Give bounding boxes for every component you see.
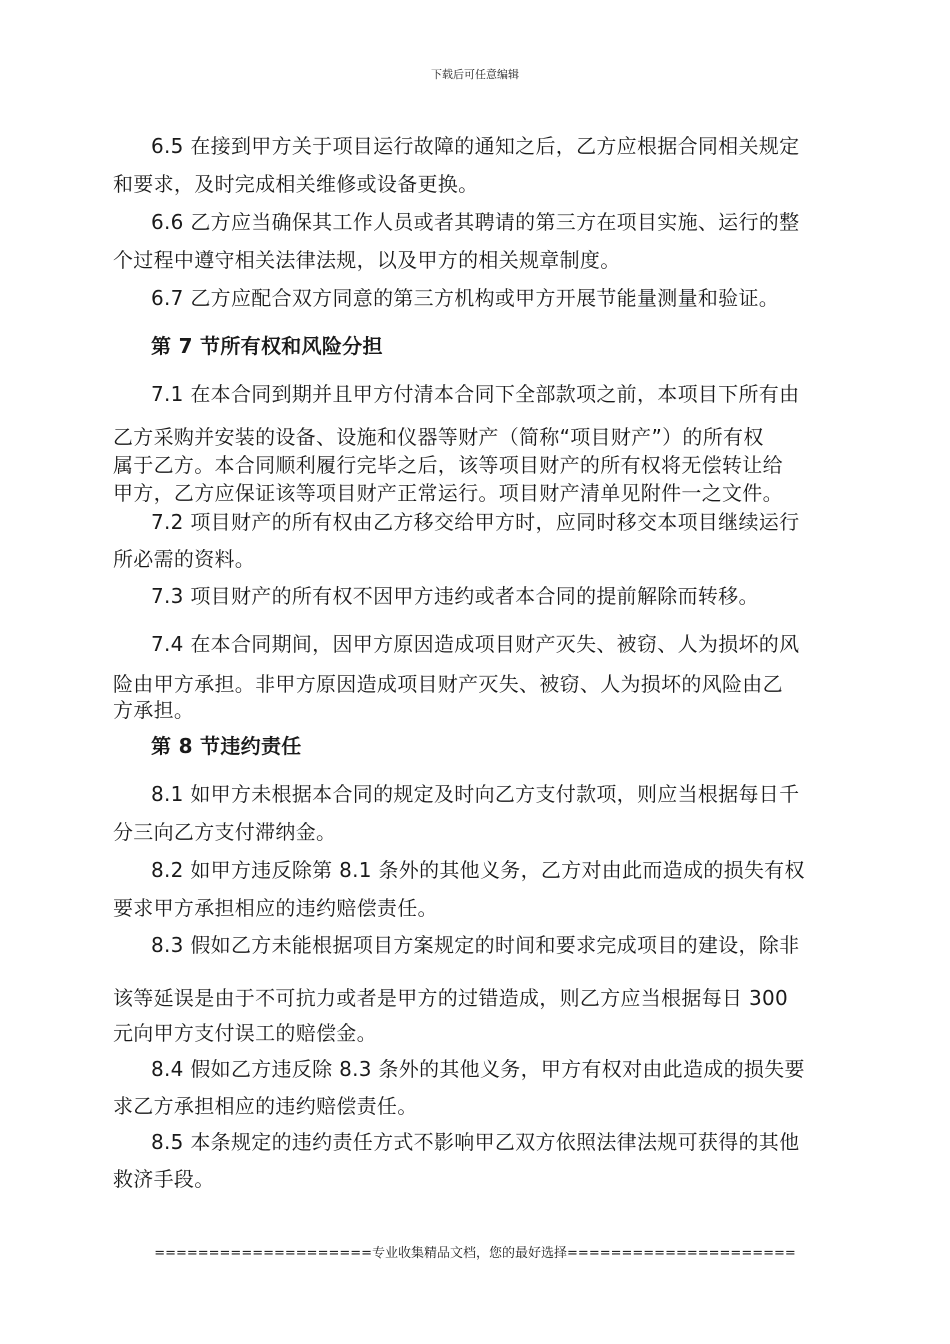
paragraph-line: 8.4 假如乙方违反除 8.3 条外的其他义务，甲方有权对由此造成的损失要 xyxy=(151,1057,805,1081)
paragraph-line: 甲方，乙方应保证该等项目财产正常运行。项目财产清单见附件一之文件。 xyxy=(113,481,783,505)
paragraph-line: 求乙方承担相应的违约赔偿责任。 xyxy=(113,1094,418,1118)
paragraph-line: 7.1 在本合同到期并且甲方付清本合同下全部款项之前，本项目下所有由 xyxy=(151,382,800,406)
page-footer: ====================专业收集精品文档，您的最好选择===================== xyxy=(154,1246,796,1261)
paragraph-line: 8.1 如甲方未根据本合同的规定及时向乙方支付款项，则应当根据每日千 xyxy=(151,782,800,806)
paragraph-line: 6.6 乙方应当确保其工作人员或者其聘请的第三方在项目实施、运行的整 xyxy=(151,210,800,234)
paragraph-line: 乙方采购并安装的设备、设施和仪器等财产（简称“项目财产”）的所有权 xyxy=(113,425,764,449)
paragraph-line: 6.7 乙方应配合双方同意的第三方机构或甲方开展节能量测量和验证。 xyxy=(151,286,780,310)
paragraph-line: 个过程中遵守相关法律法规，以及甲方的相关规章制度。 xyxy=(113,248,621,272)
paragraph-line: 6.5 在接到甲方关于项目运行故障的通知之后，乙方应根据合同相关规定 xyxy=(151,134,800,158)
paragraph-line: 所必需的资料。 xyxy=(113,547,256,571)
paragraph-line: 8.2 如甲方违反除第 8.1 条外的其他义务，乙方对由此而造成的损失有权 xyxy=(151,858,805,882)
paragraph-line: 8.5 本条规定的违约责任方式不影响甲乙双方依照法律法规可获得的其他 xyxy=(151,1130,800,1154)
paragraph-line: 要求甲方承担相应的违约赔偿责任。 xyxy=(113,896,438,920)
paragraph-line: 该等延误是由于不可抗力或者是甲方的过错造成，则乙方应当根据每日 300 xyxy=(113,986,789,1010)
paragraph-line: 7.2 项目财产的所有权由乙方移交给甲方时，应同时移交本项目继续运行 xyxy=(151,510,800,534)
paragraph-line: 方承担。 xyxy=(113,698,195,722)
paragraph-line: 元向甲方支付误工的赔偿金。 xyxy=(113,1021,377,1045)
section-heading: 第 7 节所有权和风险分担 xyxy=(151,334,383,358)
page-header: 下载后可任意编辑 xyxy=(431,68,519,81)
paragraph-line: 险由甲方承担。非甲方原因造成项目财产灭失、被窃、人为损坏的风险由乙 xyxy=(113,672,783,696)
paragraph-line: 7.3 项目财产的所有权不因甲方违约或者本合同的提前解除而转移。 xyxy=(151,584,759,608)
paragraph-line: 8.3 假如乙方未能根据项目方案规定的时间和要求完成项目的建设，除非 xyxy=(151,933,800,957)
paragraph-line: 7.4 在本合同期间，因甲方原因造成项目财产灭失、被窃、人为损坏的风 xyxy=(151,632,800,656)
section-heading: 第 8 节违约责任 xyxy=(151,734,302,758)
paragraph-line: 和要求，及时完成相关维修或设备更换。 xyxy=(113,172,479,196)
paragraph-line: 分三向乙方支付滞纳金。 xyxy=(113,820,337,844)
paragraph-line: 救济手段。 xyxy=(113,1167,215,1191)
paragraph-line: 属于乙方。本合同顺利履行完毕之后，该等项目财产的所有权将无偿转让给 xyxy=(113,453,783,477)
